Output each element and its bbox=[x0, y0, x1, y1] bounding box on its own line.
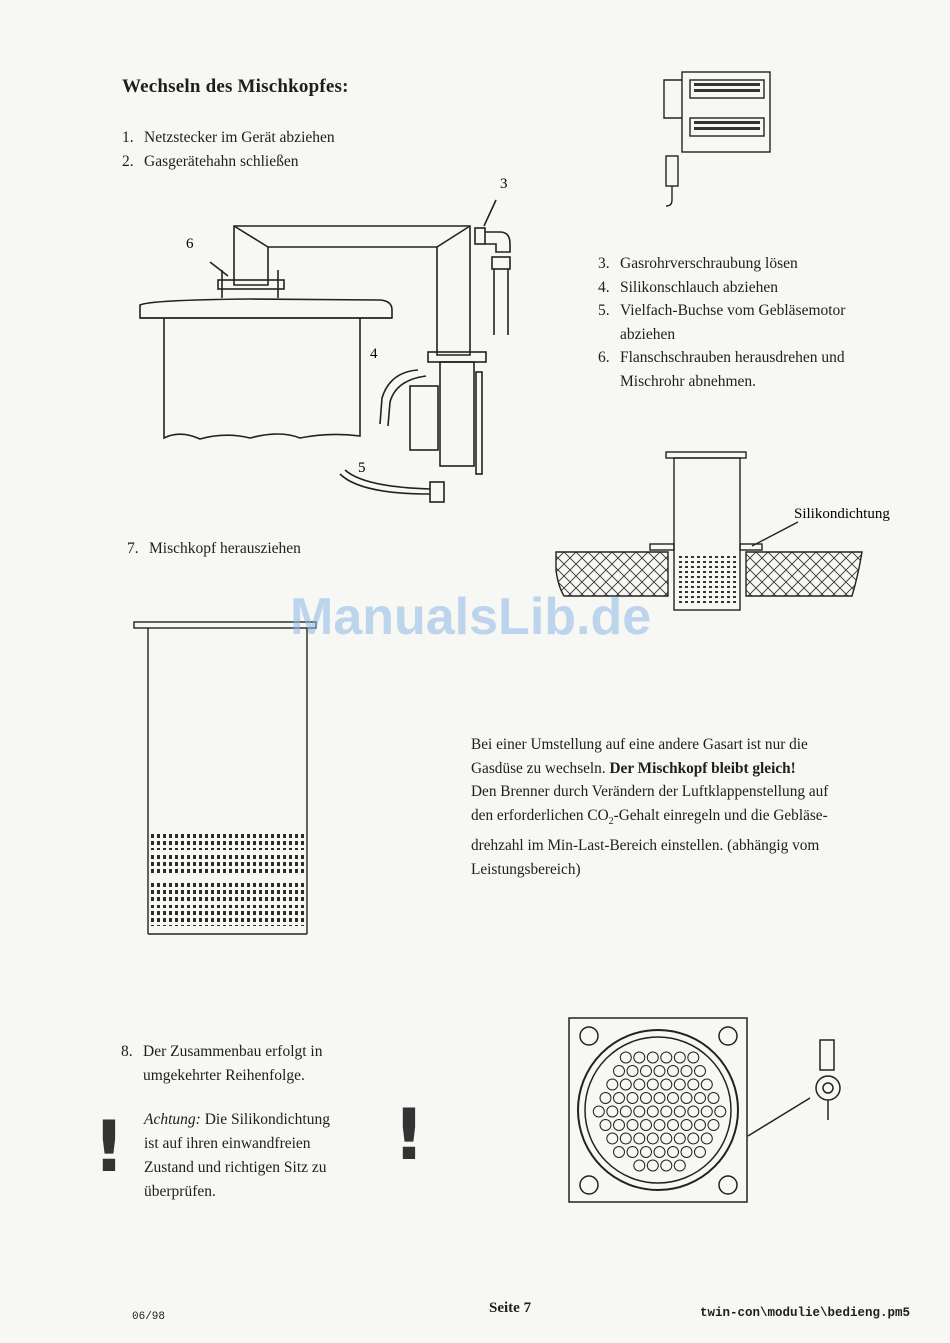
page-number: Seite 7 bbox=[489, 1300, 532, 1316]
burner-hole bbox=[674, 1079, 685, 1090]
step-item: 3. Gasrohrverschraubung lösen bbox=[598, 255, 798, 272]
burner-hole bbox=[634, 1133, 645, 1144]
step-item: 5. Vielfach-Buchse vom Gebläsemotor bbox=[598, 302, 846, 319]
burner-hole bbox=[668, 1120, 679, 1131]
burner-hole bbox=[695, 1066, 706, 1077]
burner-hole bbox=[681, 1093, 692, 1104]
burner-hole bbox=[607, 1079, 618, 1090]
burner-hole bbox=[593, 1106, 604, 1117]
burner-hole bbox=[600, 1093, 611, 1104]
burner-hole bbox=[674, 1052, 685, 1063]
burner-hole bbox=[661, 1106, 672, 1117]
label-6: 6 bbox=[186, 236, 194, 252]
burner-hole bbox=[701, 1106, 712, 1117]
step-item-continued: abziehen bbox=[620, 325, 676, 343]
burner-hole bbox=[701, 1079, 712, 1090]
footer-date: 06/98 bbox=[132, 1311, 166, 1323]
burner-hole bbox=[654, 1066, 665, 1077]
burner-hole bbox=[681, 1147, 692, 1158]
burner-hole bbox=[634, 1079, 645, 1090]
burner-hole bbox=[668, 1147, 679, 1158]
file-path: twin-con\modulie\bedieng.pm5 bbox=[700, 1306, 911, 1320]
burner-hole bbox=[641, 1093, 652, 1104]
burner-hole bbox=[654, 1147, 665, 1158]
burner-hole bbox=[668, 1066, 679, 1077]
burner-hole bbox=[647, 1160, 658, 1171]
burner-hole bbox=[661, 1160, 672, 1171]
burner-hole bbox=[647, 1106, 658, 1117]
burner-hole bbox=[715, 1106, 726, 1117]
burner-hole bbox=[647, 1079, 658, 1090]
burner-hole bbox=[641, 1066, 652, 1077]
burner-hole bbox=[620, 1133, 631, 1144]
burner-hole bbox=[661, 1079, 672, 1090]
gas-conversion-note: Bei einer Umstellung auf eine andere Gasart ist nur die Gasdüse zu wechseln. Der Mischkopf bleibt gleich! Den Brenner durch Verändern der Luftklappenstellung auf den erforderlichen $CO_2$-Gehalt einregeln und die Gebläse- drehzahl im Min-Last-Bereich einstellen. (abhängig vom Leistungsbereich) bbox=[471, 736, 829, 878]
burner-hole bbox=[641, 1120, 652, 1131]
seal-label: Silikondichtung bbox=[794, 506, 890, 522]
label-3: 3 bbox=[500, 176, 508, 192]
burner-hole bbox=[614, 1066, 625, 1077]
burner-hole bbox=[614, 1147, 625, 1158]
burner-hole bbox=[614, 1093, 625, 1104]
label-5: 5 bbox=[358, 460, 366, 476]
burner-hole bbox=[647, 1052, 658, 1063]
burner-hole bbox=[681, 1066, 692, 1077]
burner-hole bbox=[654, 1120, 665, 1131]
burner-hole bbox=[634, 1106, 645, 1117]
burner-hole bbox=[668, 1093, 679, 1104]
page-title: Wechseln des Mischkopfes: bbox=[122, 76, 349, 97]
burner-hole bbox=[600, 1120, 611, 1131]
burner-hole bbox=[620, 1052, 631, 1063]
burner-hole bbox=[688, 1079, 699, 1090]
burner-hole bbox=[627, 1066, 638, 1077]
burner-hole bbox=[647, 1133, 658, 1144]
burner-hole bbox=[654, 1093, 665, 1104]
step-item: 4. Silikonschlauch abziehen bbox=[598, 278, 778, 296]
burner-hole bbox=[708, 1120, 719, 1131]
burner-hole bbox=[708, 1093, 719, 1104]
warning-note: Achtung: Die Silikondichtung ist auf ihren einwandfreien Zustand und richtigen Sitz zu überprüfen. bbox=[144, 1111, 330, 1200]
step-item: 2. Gasgerätehahn schließen bbox=[122, 152, 299, 170]
exclamation-icon: ! bbox=[93, 1106, 125, 1188]
burner-hole bbox=[674, 1133, 685, 1144]
burner-hole bbox=[695, 1147, 706, 1158]
step-item: 6. Flanschschrauben herausdrehen und bbox=[598, 349, 845, 366]
burner-hole bbox=[674, 1160, 685, 1171]
burner-hole bbox=[614, 1120, 625, 1131]
burner-hole bbox=[661, 1052, 672, 1063]
step-7: 7. Mischkopf herausziehen bbox=[127, 540, 301, 557]
burner-hole bbox=[695, 1093, 706, 1104]
burner-hole bbox=[607, 1133, 618, 1144]
label-4: 4 bbox=[370, 346, 378, 362]
burner-hole bbox=[627, 1147, 638, 1158]
burner-hole bbox=[634, 1052, 645, 1063]
burner-hole bbox=[695, 1120, 706, 1131]
burner-hole bbox=[681, 1120, 692, 1131]
burner-hole bbox=[661, 1133, 672, 1144]
step-8: 8. Der Zusammenbau erfolgt in umgekehrter Reihenfolge. bbox=[121, 1043, 323, 1084]
exclamation-icon: ! bbox=[393, 1094, 425, 1176]
burner-hole bbox=[627, 1120, 638, 1131]
burner-hole bbox=[607, 1106, 618, 1117]
burner-hole bbox=[620, 1106, 631, 1117]
burner-hole bbox=[701, 1133, 712, 1144]
burner-hole bbox=[688, 1133, 699, 1144]
burner-hole bbox=[674, 1106, 685, 1117]
watermark: ManualsLib.de bbox=[290, 588, 652, 646]
burner-hole bbox=[634, 1160, 645, 1171]
burner-hole bbox=[688, 1106, 699, 1117]
step-item-continued: Mischrohr abnehmen. bbox=[620, 372, 757, 390]
burner-hole bbox=[688, 1052, 699, 1063]
step-item: 1. Netzstecker im Gerät abziehen bbox=[122, 129, 335, 146]
burner-hole bbox=[641, 1147, 652, 1158]
burner-hole bbox=[620, 1079, 631, 1090]
burner-hole bbox=[627, 1093, 638, 1104]
